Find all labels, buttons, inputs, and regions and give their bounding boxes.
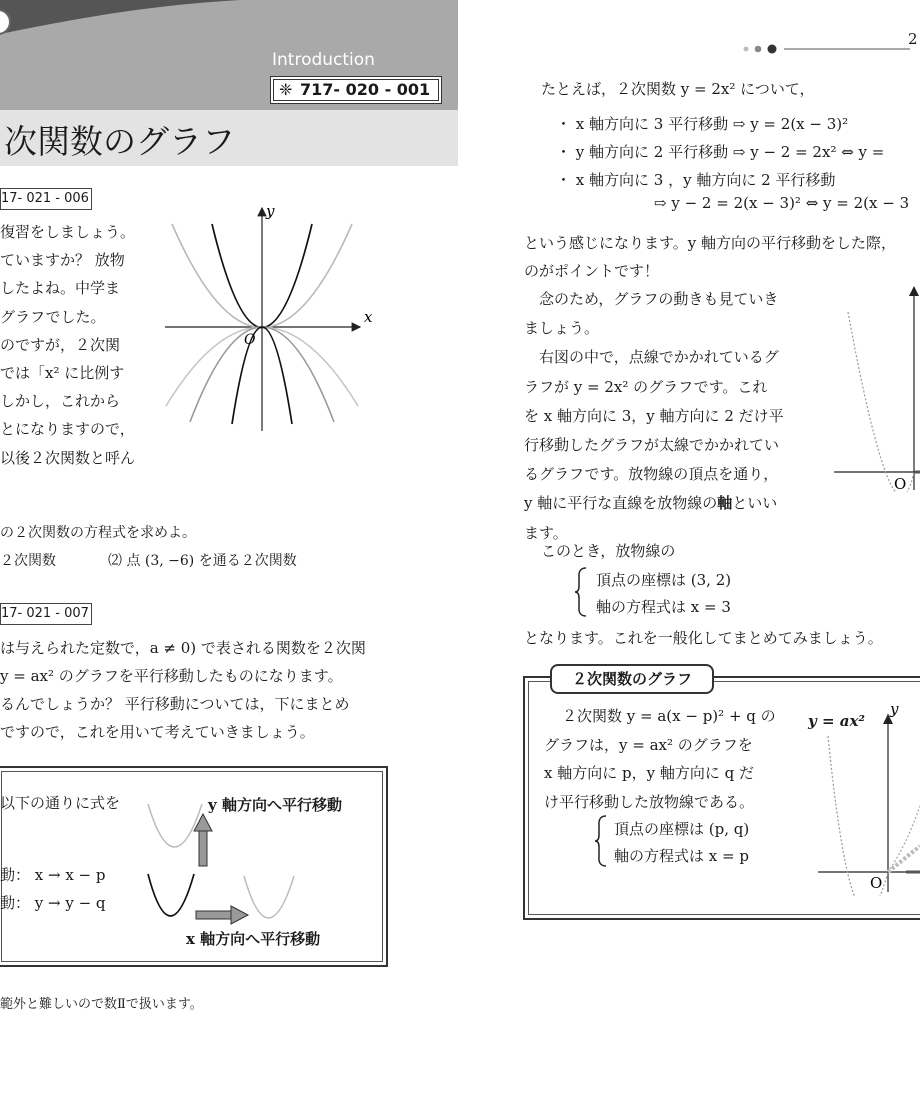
theorem-title [550,664,714,694]
origin-label: O [894,475,907,492]
definition-line: は与えられた定数で，a ≠ 0) で表される関数を２次関 [0,639,366,657]
intro-line: ていますか？ 放物 [0,251,125,270]
bullet-item: ・ y 軸方向に 2 平行移動 ⇨ y − 2 = 2x² ⇔ y = [556,143,885,161]
para-line: ましょう。 [524,319,600,338]
dotted-parabola [848,312,914,492]
shifted-right-parabola [244,876,294,918]
axis-term: 軸 [717,494,733,513]
bullet-item: ・ x 軸方向に 3 ，y 軸方向に 2 平行移動 [556,171,836,189]
para-line: を x 軸方向に 3，y 軸方向に 2 だけ平 [524,406,784,425]
parabola-graph-2 [834,282,920,492]
shift-intro-line: 以下の通りに式を [0,794,121,812]
intro-line: 復習をしましょう。 [0,223,136,241]
bullet-text: x 軸方向に 3 平行移動 ⇨ y = 2(x − 3)² [575,115,849,133]
then-line: このとき，放物線の [541,542,676,560]
theorem-line: x 軸方向に p，y 軸方向に q だ [544,764,754,782]
page-title: 次関数のグラフ [4,122,235,161]
exercise-line-1: の２次関数の方程式を求めよ。 [0,525,196,541]
theorem-graph [818,696,920,896]
page-number: 2 [908,30,918,48]
origin-label: O [244,332,256,348]
generalize-line: となります。これを一般化してまとめてみましょう。 [524,629,883,647]
intro-line: では「x² に比例す [0,364,125,383]
bullet-text: y 軸方向に 2 平行移動 ⇨ y − 2 = 2x² ⇔ y = [575,143,885,161]
x-shift-rule: 動： x → x − p [0,866,106,884]
theorem-text [544,702,776,816]
bullet-text: x 軸方向に 3 ，y 軸方向に 2 平行移動 [575,171,836,189]
para-line-prefix: y 軸に平行な直線を放物線の [524,494,718,513]
shifted-up-parabola [148,804,202,847]
up-arrow-icon [194,814,212,866]
x-axis-label: x [364,308,373,326]
theorem-line: け平行移動した放物線である。 [544,792,755,811]
definition-line: ですので，これを用いて考えていきましょう。 [0,723,315,741]
parabola-graph-1 [160,196,380,436]
bullet-list [556,110,884,194]
brace-icon [594,814,608,868]
intro-line: のですが，２次関 [0,335,121,354]
x-direction-label: x 軸方向へ平行移動 [186,930,321,948]
summary-text [524,229,896,285]
intro-text [0,218,160,472]
asterism-icon: ❈ [279,80,293,99]
para-line [524,489,784,518]
code-badge [270,76,442,104]
page-header-decoration [740,40,910,56]
header-swoosh [0,0,458,40]
ref-code-1-text: 17- 021 - 006 [1,191,89,206]
y-shift-rule: 動： y → y − q [0,894,106,912]
exercise-part-a: ２次関数 [0,553,56,569]
para-line: るグラフです。放物線の頂点を通り， [524,465,779,484]
theorem-line: ２次関数 y = a(x − p)² + q の [562,707,776,725]
definition-line: y = ax² のグラフを平行移動したものになります。 [0,667,343,685]
para-line: ます。 [524,523,568,542]
para-line: 行移動したグラフが太線でかかれてい [524,436,780,455]
base-parabola [148,874,194,916]
theorem-line: グラフは，y = ax² のグラフを [544,735,753,754]
curve-label: y = ax² [808,712,865,730]
para-line-suffix: といい [732,494,778,513]
exercise-part-b: ⑵ 点 (3, −6) を通る２次関数 [108,553,297,569]
intro-line: しかし，これから [0,392,121,411]
brace-icon [574,566,588,618]
definition-text [0,634,366,746]
intro-line: グラフでした。 [0,307,106,326]
right-arrow-icon [196,906,248,924]
para-line: 右図の中で，点線でかかれているグ [539,348,779,367]
example-intro: たとえば，２次関数 y = 2x² について， [541,80,815,98]
summary-line: という感じになります。y 軸方向の平行移動をした際， [524,234,897,252]
origin-label: O [870,874,883,892]
y-axis-label: y [890,700,899,718]
summary-line: のがポイントです！ [524,262,660,280]
axis-line: 軸の方程式は x = 3 [596,598,731,616]
vertex-line: 頂点の座標は (3, 2) [596,571,732,589]
intro-line: とになりますので， [0,420,135,439]
definition-line: るんでしょうか？ 平行移動については，下にまとめ [0,695,350,713]
para-line: ラフが y = 2x² のグラフです。これ [524,377,768,396]
theorem-axis: 軸の方程式は x = p [614,847,749,865]
bullet-item: ・ x 軸方向に 3 平行移動 ⇨ y = 2(x − 3)² [556,115,849,133]
intro-line: したよね。中学ま [0,279,121,298]
introduction-label: Introduction [272,50,375,70]
theorem-title-text: ２次関数のグラフ [571,670,692,688]
y-axis-label: y [266,202,275,220]
explanation-paragraph [524,285,784,548]
theorem-vertex: 頂点の座標は (p, q) [614,820,750,838]
ref-code-2 [0,603,92,625]
y-direction-label: y 軸方向へ平行移動 [208,796,342,814]
bullet-3-continuation: ⇨ y − 2 = 2(x − 3)² ⇔ y = 2(x − 3 [654,194,910,212]
ref-code-2-text: 17- 021 - 007 [1,606,89,621]
footnote: 範外と難しいので数Ⅱで扱います。 [0,997,203,1012]
ref-code-1 [0,188,92,210]
intro-line: 以後２次関数と呼ん [0,448,136,467]
code-text: 717- 020 - 001 [300,80,431,99]
para-line: 念のため，グラフの動きも見ていき [539,290,779,308]
